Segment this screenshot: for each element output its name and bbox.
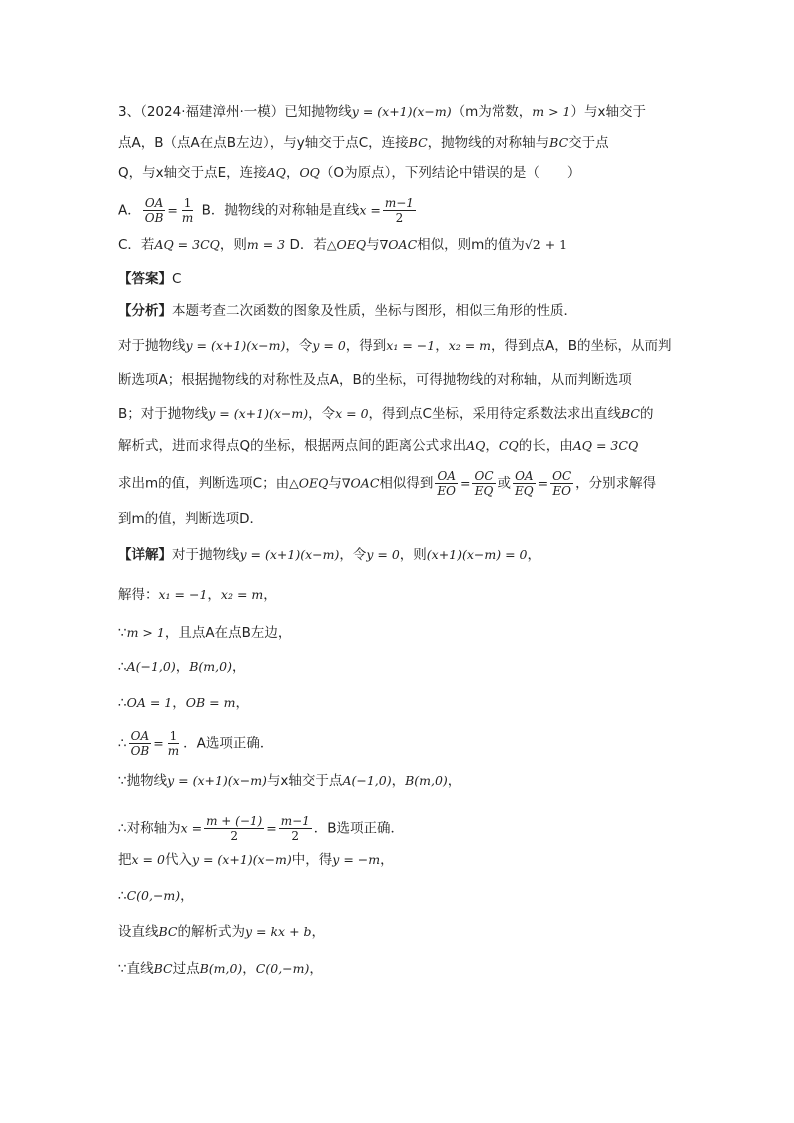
formula: y = (x+1)(x−m) (208, 406, 309, 421)
fraction (204, 815, 264, 842)
denominator: 2 (230, 829, 238, 843)
formula: AQ (466, 438, 486, 453)
analysis-line-3 (118, 370, 632, 390)
fraction (383, 197, 416, 224)
fraction (143, 197, 166, 224)
numerator: m−1 (384, 196, 414, 210)
formula: = (167, 202, 178, 218)
numerator: OA (515, 469, 534, 483)
formula: x = 0 (131, 852, 165, 867)
question-text: 交于点 (568, 135, 609, 151)
numerator: OA (144, 196, 164, 210)
detail-text: ， (242, 961, 256, 977)
detail-line-2 (118, 585, 277, 605)
numerator: m + (−1) (206, 814, 263, 828)
fraction (472, 470, 495, 497)
analysis-text: 解析式，进而求得点Q的坐标，根据两点间的距离公式求出 (118, 438, 467, 454)
denominator: m (167, 744, 180, 758)
formula: = (266, 820, 277, 836)
analysis-text: 本题考查二次函数的图象及性质，坐标与图形，相似三角形的性质． (172, 303, 577, 319)
numerator: OC (474, 469, 494, 483)
option-d-text: 与 (366, 237, 380, 253)
detail-line-1 (118, 545, 541, 565)
formula: x = 0 (335, 406, 369, 421)
formula: x₁ = −1 (386, 338, 436, 353)
option-d-text: D．若 (289, 237, 327, 253)
detail-label: 【详解】 (118, 547, 172, 563)
formula: y = (x+1)(x−m) (191, 852, 292, 867)
formula: x₁ = −1 (158, 587, 208, 602)
formula: y = (x+1)(x−m) (351, 104, 452, 119)
detail-text: 与x轴交于点 (266, 773, 343, 789)
denominator: EQ (474, 484, 494, 498)
denominator: m (181, 211, 194, 225)
detail-text: ∴对称轴为 (118, 820, 181, 837)
detail-text: ∵ (118, 625, 127, 641)
detail-line-11 (118, 922, 325, 942)
detail-line-5 (118, 693, 249, 713)
analysis-text: ，分别求解得 (575, 475, 657, 492)
formula: △OEQ (326, 237, 367, 252)
question-text: ，抛物线的对称轴与 (427, 135, 550, 151)
formula: A(−1,0) (342, 773, 392, 788)
analysis-text: 的 (639, 406, 654, 422)
detail-text: ， (447, 773, 462, 789)
analysis-line-6 (118, 470, 656, 497)
detail-line-10 (118, 886, 194, 906)
formula: = (537, 475, 549, 491)
formula: x = (359, 202, 381, 218)
formula: BC (620, 406, 640, 421)
detail-text: ∵直线 (118, 961, 154, 977)
detail-text: ， (235, 695, 249, 711)
formula: y = 0 (366, 547, 400, 562)
option-a-label: A． (118, 202, 141, 219)
question-text: 点A，B（点A在点B左边），与y轴交于点C，连接 (118, 135, 409, 151)
formula: BC (153, 961, 173, 976)
analysis-text: 对于抛物线 (118, 338, 186, 354)
detail-line-8 (118, 815, 404, 842)
numerator: OA (437, 469, 456, 483)
formula: ∇OAC (341, 475, 380, 491)
denominator: OB (130, 744, 150, 758)
detail-text: 对于抛物线 (172, 547, 240, 563)
formula: AQ = 3CQ (572, 438, 639, 453)
detail-line-6 (118, 730, 273, 757)
detail-text: ，且点A在点B左边， (164, 625, 292, 641)
option-c-text: ，则 (219, 237, 247, 253)
formula: BC (408, 135, 428, 150)
question-text: ）与x轴交于 (570, 104, 647, 120)
fraction (129, 730, 152, 757)
formula: B(m,0) (199, 961, 243, 976)
answer-value: C (172, 271, 182, 287)
analysis-text: ，得到点C坐标，采用待定系数法求出直线 (368, 406, 621, 422)
numerator: OA (130, 729, 150, 743)
detail-text: 把 (118, 852, 132, 868)
formula: B(m,0) (405, 773, 448, 788)
detail-text: ， (175, 659, 190, 675)
analysis-text: 断选项A；根据抛物线的对称性及点A，B的坐标，可得抛物线的对称轴，从而判断选项 (118, 372, 632, 388)
analysis-text: ，得到点A，B的坐标，从而判 (491, 338, 672, 354)
detail-line-4 (118, 657, 245, 677)
numerator: 1 (169, 729, 178, 743)
analysis-text: ，令 (285, 338, 313, 354)
formula: B(m,0) (189, 659, 232, 674)
question-text: ， (285, 165, 300, 181)
question-line-2 (118, 133, 609, 153)
formula: C(0,−m) (255, 961, 310, 976)
option-b-text: B．抛物线的对称轴是直线 (201, 202, 360, 219)
answer-label: 【答案】 (118, 271, 172, 287)
formula: m = 3 (246, 237, 286, 252)
options-line-cd (118, 235, 567, 255)
denominator: EO (437, 484, 456, 498)
denominator: EQ (515, 484, 534, 498)
detail-text: ∴ (118, 888, 127, 904)
detail-text: 解得： (118, 587, 159, 603)
detail-line-9 (118, 850, 394, 870)
fraction (435, 470, 458, 497)
detail-text: ∴ (118, 735, 127, 752)
answer-line (118, 269, 181, 289)
analysis-text: 求出m的值，判断选项C；由 (118, 475, 290, 492)
detail-text: 中，得 (291, 852, 333, 868)
formula: AQ (266, 165, 286, 180)
formula: = (153, 735, 164, 751)
analysis-label: 【分析】 (118, 303, 172, 319)
formula: OB = m (185, 695, 236, 710)
detail-text: ．A选项正确． (183, 735, 274, 752)
analysis-text: 到m的值，判断选项D． (118, 511, 264, 527)
detail-text: ∴ (118, 659, 127, 675)
option-d-text: 相似，则m的值为 (417, 237, 525, 253)
detail-line-3 (118, 623, 291, 643)
detail-text: ， (527, 547, 542, 563)
formula: m > 1 (126, 625, 165, 640)
numerator: m−1 (280, 814, 310, 828)
analysis-text: B；对于抛物线 (118, 406, 209, 422)
analysis-line-5 (118, 436, 638, 456)
analysis-line-2 (118, 336, 672, 356)
numerator: OC (552, 469, 572, 483)
analysis-text: 或 (497, 475, 512, 492)
formula: x₂ = m (448, 338, 492, 353)
formula: C(0,−m) (126, 888, 181, 903)
detail-text: 设直线 (118, 924, 159, 940)
analysis-line-7 (118, 509, 263, 529)
detail-text: ，令 (339, 547, 367, 563)
analysis-text: ， (485, 438, 499, 454)
denominator: 2 (395, 211, 404, 225)
analysis-line-4 (118, 404, 653, 424)
detail-line-7 (118, 771, 461, 791)
fraction (513, 470, 536, 497)
detail-text: ．B选项正确． (313, 820, 405, 837)
detail-line-12 (118, 959, 323, 979)
detail-text: ， (309, 961, 323, 977)
formula: x = (180, 820, 203, 836)
detail-text: ， (172, 695, 186, 711)
formula: m > 1 (532, 104, 571, 119)
formula: y = (x+1)(x−m) (185, 338, 286, 353)
analysis-text: ，得到 (345, 338, 387, 354)
denominator: OB (144, 211, 164, 225)
options-line-ab (118, 197, 418, 224)
analysis-text: 相似得到 (379, 475, 434, 492)
formula: x₂ = m (220, 587, 264, 602)
detail-text: ， (380, 852, 394, 868)
formula: y = kx + b (244, 924, 312, 939)
denominator: 2 (291, 829, 300, 843)
denominator: EO (552, 484, 571, 498)
numerator: 1 (183, 196, 192, 210)
analysis-text: 的长，由 (518, 438, 573, 454)
detail-text: 代入 (164, 852, 192, 868)
question-line-1 (118, 102, 646, 122)
formula: A(−1,0) (126, 659, 176, 674)
detail-text: ∵抛物线 (118, 773, 168, 789)
detail-text: ， (231, 659, 246, 675)
formula: OA = 1 (126, 695, 173, 710)
formula: AQ = 3CQ (154, 237, 220, 252)
formula: = (460, 475, 471, 491)
detail-text: 过点 (172, 961, 200, 977)
detail-text: ，则 (399, 547, 427, 563)
detail-text: ， (180, 888, 194, 904)
question-text: Q，与x轴交于点E，连接 (118, 165, 267, 181)
formula: BC (158, 924, 178, 939)
analysis-text: ， (435, 338, 449, 354)
formula: OQ (299, 165, 320, 180)
formula: CQ (498, 438, 519, 453)
detail-text: ， (263, 587, 277, 603)
question-text: （O为原点），下列结论中错误的是（ ） (319, 165, 581, 181)
detail-text: ， (391, 773, 406, 789)
formula: y = −m (332, 852, 381, 867)
question-line-3 (118, 163, 580, 183)
analysis-text: 与 (328, 475, 342, 492)
formula: √2 + 1 (524, 237, 568, 252)
detail-text: ∴ (118, 695, 127, 711)
formula: y = 0 (312, 338, 346, 353)
analysis-text: ，令 (308, 406, 336, 422)
formula: (x+1)(x−m) = 0 (426, 547, 528, 562)
detail-text: 的解析式为 (177, 924, 245, 940)
formula: y = (x+1)(x−m) (239, 547, 340, 562)
analysis-line-1 (118, 301, 577, 321)
formula: BC (549, 135, 569, 150)
formula: △OEQ (289, 475, 329, 491)
formula: y = (x+1)(x−m) (167, 773, 267, 788)
detail-text: ， (311, 924, 326, 940)
fraction (180, 197, 195, 224)
fraction (279, 815, 312, 842)
fraction (550, 470, 573, 497)
question-text: 3、（2024·福建漳州·一模）已知抛物线 (118, 104, 352, 120)
fraction (166, 730, 181, 757)
detail-text: ， (207, 587, 221, 603)
option-c-text: C．若 (118, 237, 155, 253)
formula: ∇OAC (379, 237, 418, 252)
question-text: （m为常数， (451, 104, 533, 120)
